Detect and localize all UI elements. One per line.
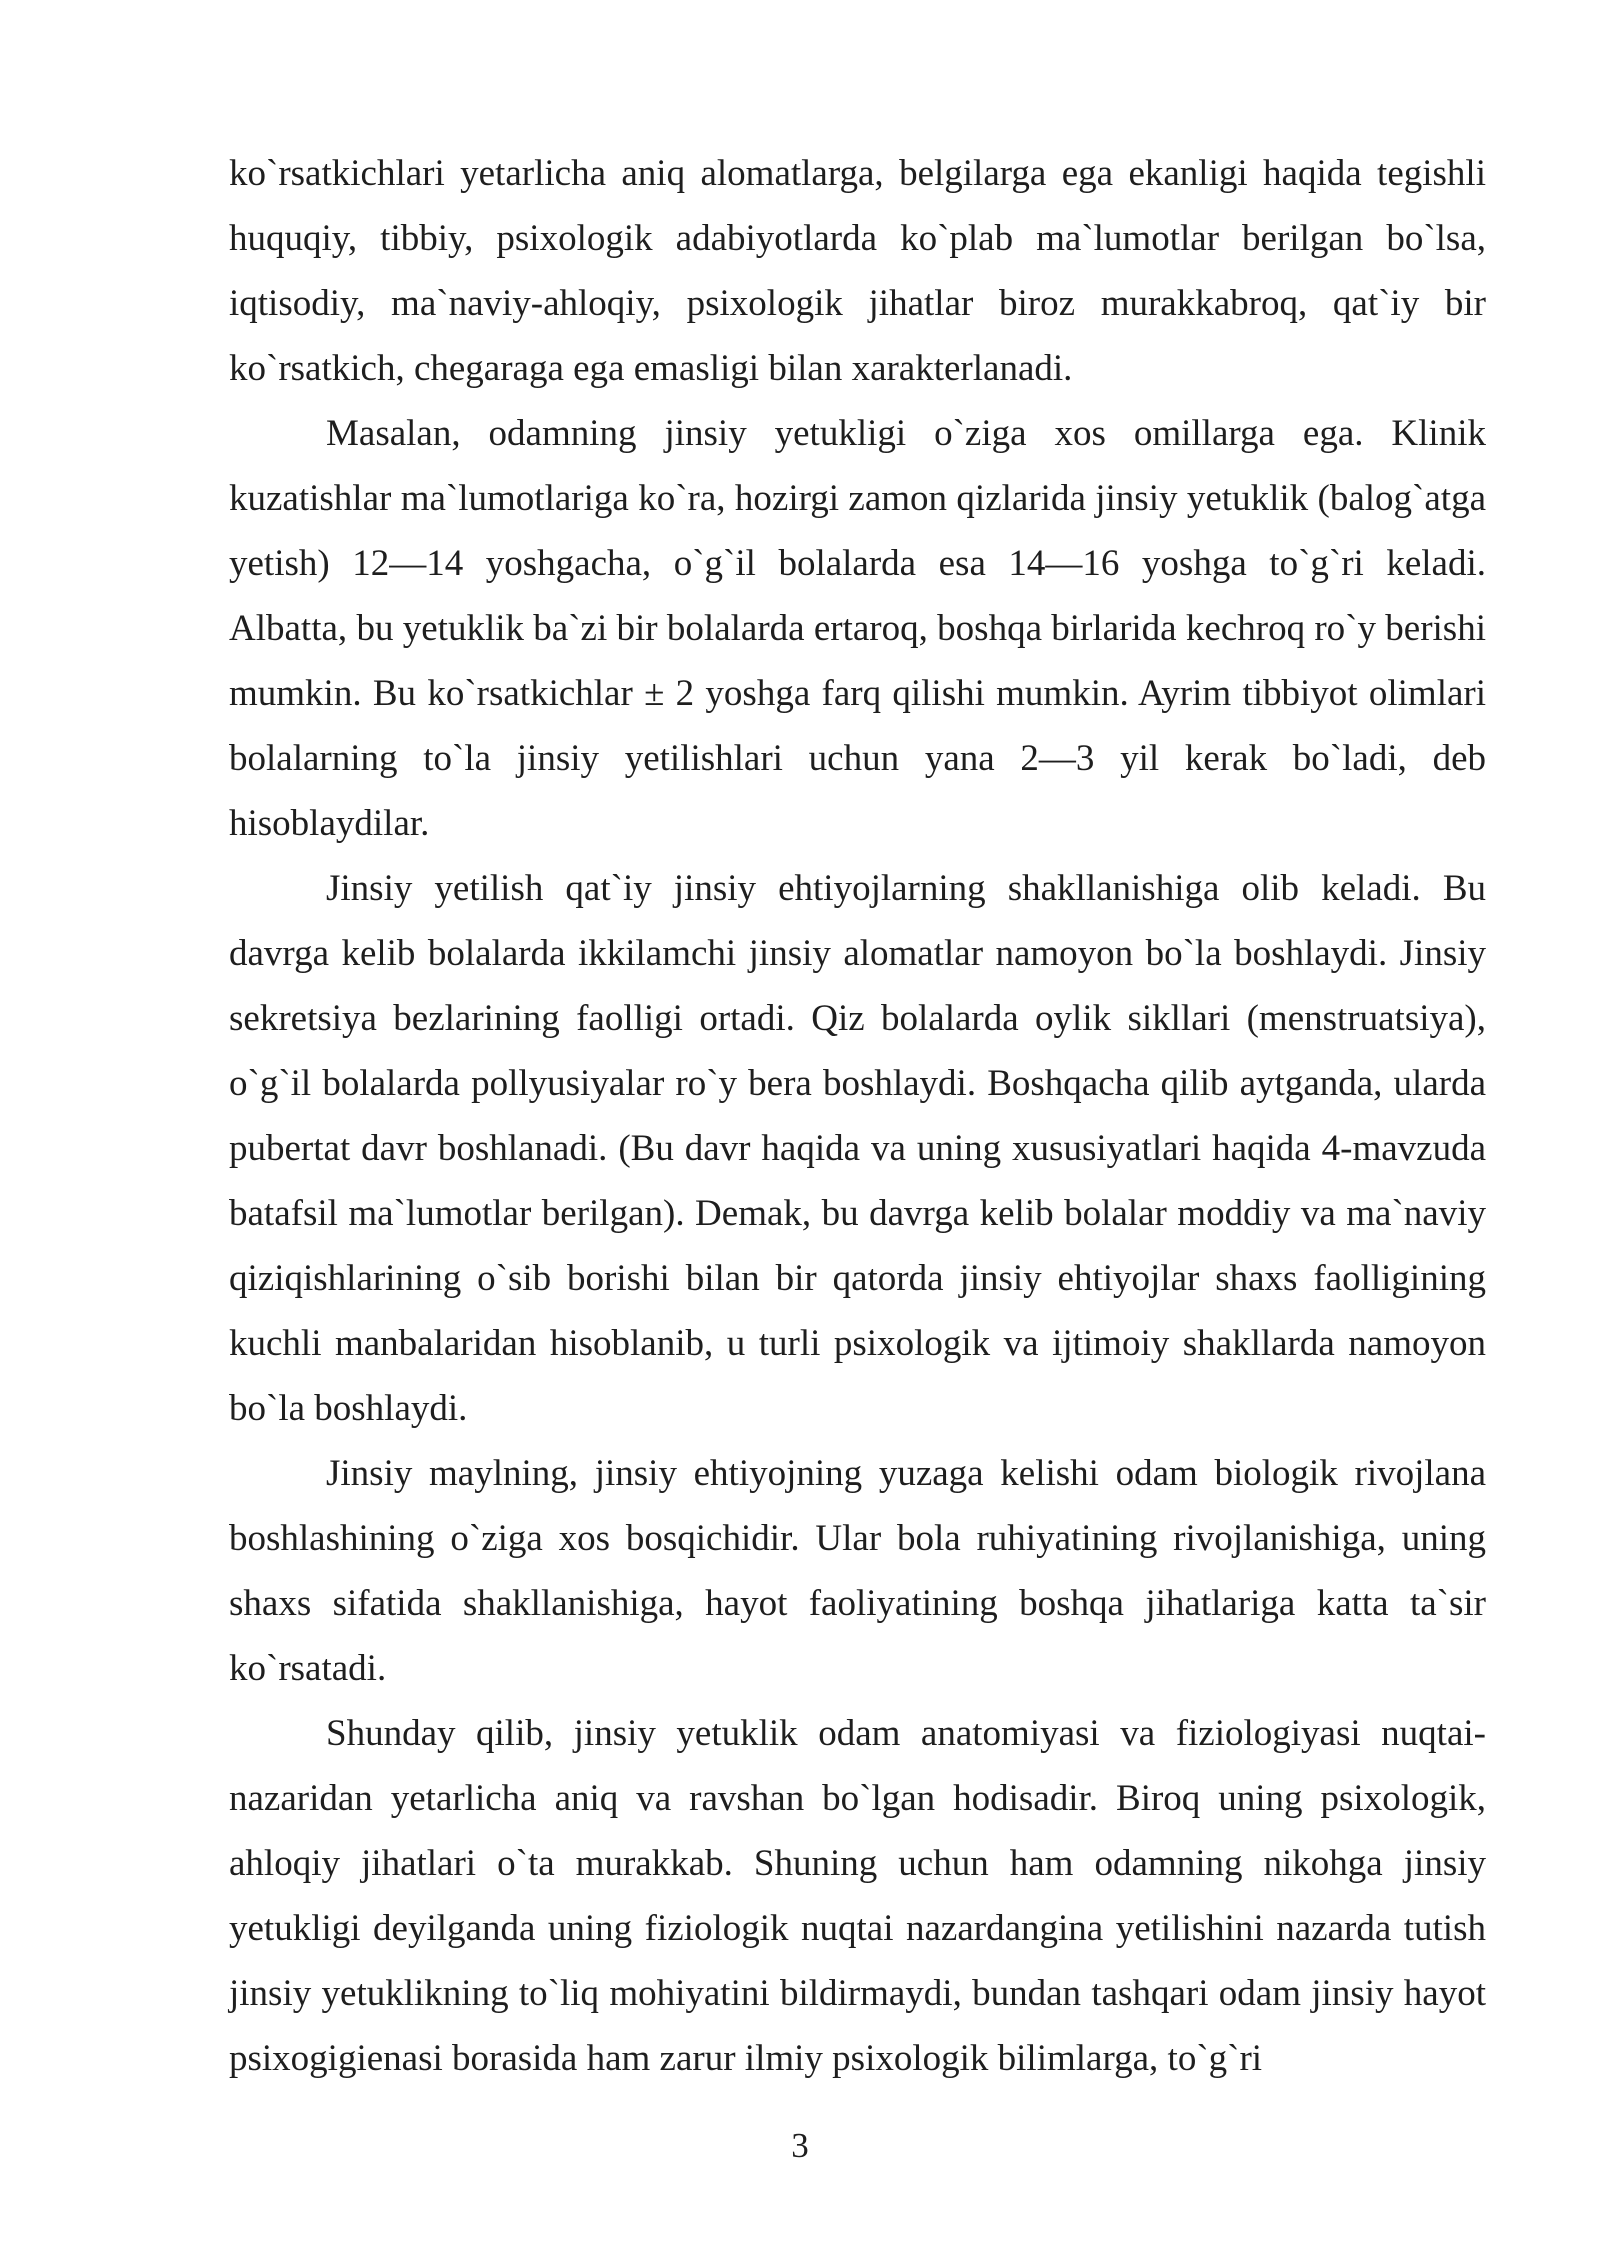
paragraph-4: Jinsiy maylning, jinsiy ehtiyojning yuzaga kelishi odam biologik rivojlana boshlashining o`ziga xos bosqichidir. Ular bola ruhiyatining rivojlanishiga, uning shaxs sifatida shakllanishiga, hayot faoliyatining boshqa jihatlariga katta ta`sir ko`rsatadi. (229, 1453, 1486, 1689)
paragraph-3: Jinsiy yetilish qat`iy jinsiy ehtiyojlarning shakllanishiga olib keladi. Bu davrga kelib bolalarda ikkilamchi jinsiy alomatlar namoyon bo`la boshlaydi. Jinsiy sekretsiya bezlarining faolligi ortadi. Qiz bolalarda oylik sikllari (menstruatsiya), o`g`il bolalarda pollyusiyalar ro`y bera boshlaydi. Boshqacha qilib aytganda, ularda pubertat davr boshlanadi. (Bu davr haqida va uning xususiyatlari haqida 4-mavzuda batafsil ma`lumotlar berilgan). Demak, bu davrga kelib bolalar moddiy va ma`naviy qiziqishlarining o`sib borishi bilan bir qatorda jinsiy ehtiyojlar shaxs faolligining kuchli manbalaridan hisoblanib, u turli psixologik va ijtimoiy shakllarda namoyon bo`la boshlaydi. (229, 868, 1486, 1429)
paragraph-1: ko`rsatkichlari yetarlicha aniq alomatlarga, belgilarga ega ekanligi haqida tegishli huquqiy, tibbiy, psixologik adabiyotlarda ko`plab ma`lumotlar berilgan bo`lsa, iqtisodiy, ma`naviy-ahloqiy, psixologik jihatlar biroz murakkabroq, qat`iy bir ko`rsatkich, chegaraga ega emasligi bilan xarakterlanadi. (229, 153, 1486, 389)
page-body (229, 141, 1486, 2091)
paragraph-5: Shunday qilib, jinsiy yetuklik odam anatomiyasi va fiziologiyasi nuqtai-nazaridan yetarlicha aniq va ravshan bo`lgan hodisadir. Biroq uning psixologik, ahloqiy jihatlari o`ta murakkab. Shuning uchun ham odamning nikohga jinsiy yetukligi deyilganda uning fiziologik nuqtai nazardangina yetilishini nazarda tutish jinsiy yetuklikning to`liq mohiyatini bildirmaydi, bundan tashqari odam jinsiy hayot psixogigienasi borasida ham zarur ilmiy psixologik bilimlarga, to`g`ri (229, 1713, 1486, 2079)
paragraph-2: Masalan, odamning jinsiy yetukligi o`ziga xos omillarga ega. Klinik kuzatishlar ma`lumotlariga ko`ra, hozirgi zamon qizlarida jinsiy yetuklik (balog`atga yetish) 12—14 yoshgacha, o`g`il bolalarda esa 14—16 yoshga to`g`ri keladi. Albatta, bu yetuklik ba`zi bir bolalarda ertaroq, boshqa birlarida kechroq ro`y berishi mumkin. Bu ko`rsatkichlar ± 2 yoshga farq qilishi mumkin. Ayrim tibbiyot olimlari bolalarning to`la jinsiy yetilishlari uchun yana 2—3 yil kerak bo`ladi, deb hisoblaydilar. (229, 413, 1486, 844)
page-number: 3 (791, 2126, 809, 2165)
